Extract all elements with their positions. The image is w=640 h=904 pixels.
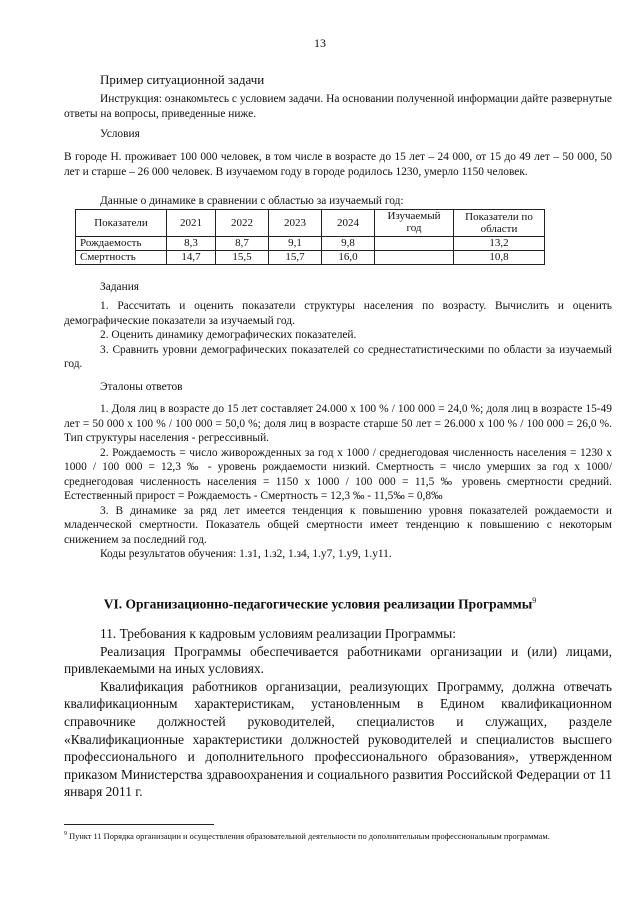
footnote-reference: 9 <box>532 596 537 605</box>
list-item: 3. Сравнить уровни демографических показателей со среднестатистическими по области за изучаемый год. <box>64 343 612 370</box>
learning-codes: Коды результатов обучения: 1.з1, 1.з2, 1.з4, 1.у7, 1.у9, 1.у11. <box>100 548 392 560</box>
conditions-heading: Условия <box>100 128 140 140</box>
list-item: 2. Рождаемость = число живорожденных за год х 1000 / среднегодовая численность населения = 1230 х 1000 / 100 000 = 12,3 ‰ - уровень рождаемости низкий. Смертность = число умерших за год х 1000/ среднегодовая численность населения = 1150 х 1000 / 100 000 = 11,5 ‰ уровень смертности средний. Естественный прирост = Рождаемость - Смертность = 12,3 ‰ - 11,5‰ = 0,8‰ <box>64 446 612 502</box>
table-cell: 16,0 <box>322 251 375 265</box>
paragraph: Реализация Программы обеспечивается работниками организации и (или) лицами, привлекаемыми на иных условиях. <box>64 643 612 677</box>
answers-heading: Эталоны ответов <box>100 381 183 393</box>
table-header-row <box>76 210 545 237</box>
table-header-cell: 2024 <box>322 210 375 237</box>
list-item: 1. Доля лиц в возрасте до 15 лет составляет 24.000 х 100 % / 100 000 = 24,0 %; доля лиц в возрасте 15-49 лет = 50 000 х 100 % / 100 000 = 50,0 %; доля лиц в возрасте старше 50 лет = 26.000 х 100 % / 100 000 = 26,0 %. Тип структуры населения - регрессивный. <box>64 403 612 444</box>
task-instruction <box>64 92 612 121</box>
conditions-block <box>64 150 612 179</box>
table-cell: 15,7 <box>269 251 322 265</box>
answers-list <box>64 402 612 562</box>
footnote <box>64 829 612 842</box>
table-caption: Данные о динамике в сравнении с областью за изучаемый год: <box>100 195 404 207</box>
table-cell: Смертность <box>76 251 167 265</box>
conditions-text: В городе Н. проживает 100 000 человек, в том числе в возрасте до 15 лет – 24 000, от 15 до 49 лет – 50 000, 50 лет и старше – 26 000 человек. В изучаемом году в городе родилось 1230, умерло 1150 человек. <box>64 151 612 178</box>
table-cell: 13,2 <box>454 237 545 251</box>
table-cell: 14,7 <box>167 251 216 265</box>
footnote-divider <box>64 824 214 825</box>
section-body <box>64 625 612 801</box>
table-cell: 8,7 <box>216 237 269 251</box>
table-cell: 8,3 <box>167 237 216 251</box>
instruction-text: Инструкция: ознакомьтесь с условием задачи. На основании полученной информации дайте развернутые ответы на вопросы, приведенные ниже. <box>64 93 612 120</box>
section-title-text: VI. Организационно-педагогические условия реализации Программы <box>103 596 533 612</box>
table-cell: 9,8 <box>322 237 375 251</box>
assignments-heading: Задания <box>100 281 140 293</box>
task-title: Пример ситуационной задачи <box>100 72 265 87</box>
table-cell <box>375 251 454 265</box>
table-cell: Рождаемость <box>76 237 167 251</box>
table-cell: 15,5 <box>216 251 269 265</box>
list-item: 3. В динамике за ряд лет имеется тенденция к повышению уровня показателей рождаемости и младенческой смертности. Показатель общей смертности имеет тенденцию к повышению с некоторым снижением за последний год. <box>64 504 612 546</box>
table-header-cell: Показатели <box>76 210 167 237</box>
footnote-text: Пункт 11 Порядка организации и осуществления образовательной деятельности по дополнительным профессиональным программам. <box>67 831 550 841</box>
table-row <box>76 237 545 251</box>
table-cell <box>375 237 454 251</box>
paragraph: Квалификация работников организации, реализующих Программу, должна отвечать квалификационным характеристикам, установленным в Едином квалификационном справочнике должностей руководителей, специалистов и служащих, разделе «Квалификационные характеристики должностей руководителей и специалистов высшего профессионального и дополнительного профессионального образования», утвержденном приказом Министерства здравоохранения и социального развития Российской Федерации от 11 января 2011 г. <box>64 678 612 800</box>
staff-requirements-heading: 11. Требования к кадровым условиям реализации Программы: <box>100 626 456 641</box>
footnote-marker: 9 <box>64 831 67 837</box>
table-header-cell: 2023 <box>269 210 322 237</box>
page-number: 13 <box>314 36 326 50</box>
table-header-cell: Изучаемый год <box>375 210 454 237</box>
list-item: 1. Рассчитать и оценить показатели структуры населения по возрасту. Вычислить и оценить демографические показатели за изучаемый год. <box>64 300 612 327</box>
table-header-cell: 2022 <box>216 210 269 237</box>
table-cell: 9,1 <box>269 237 322 251</box>
table-header-cell: 2021 <box>167 210 216 237</box>
dynamics-table <box>75 209 545 265</box>
list-item: 2. Оценить динамику демографических показателей. <box>100 329 357 341</box>
table-row <box>76 251 545 265</box>
table-header-cell: Показатели по области <box>454 210 545 237</box>
assignments-list <box>64 299 612 372</box>
table-cell: 10,8 <box>454 251 545 265</box>
section-title <box>0 596 640 613</box>
